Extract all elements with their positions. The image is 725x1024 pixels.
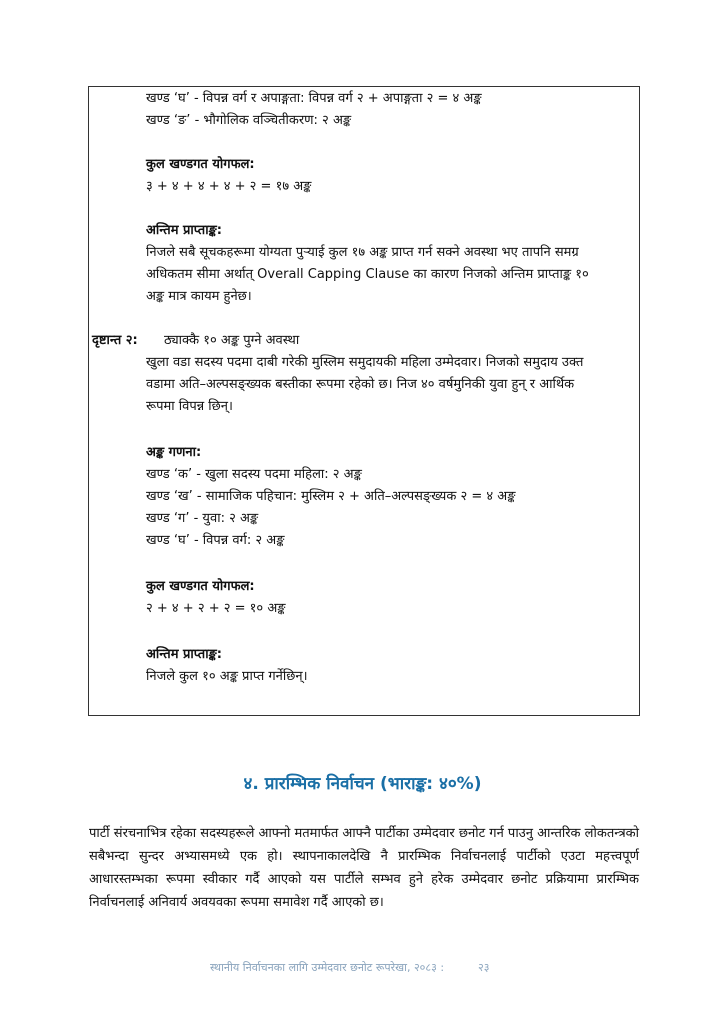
page-footer	[210, 960, 490, 975]
example-description-line: खुला वडा सदस्य पदमा दाबी गरेकी मुस्लिम समुदायकी महिला उम्मेदवार। निजको समुदाय उक्त	[146, 355, 584, 370]
section-title: ४. प्रारम्भिक निर्वाचन (भाराङ्क: ४०%)	[243, 774, 482, 794]
final-score-text-line: अङ्क मात्र कायम हुनेछ।	[146, 289, 252, 304]
example-title: ठ्याक्कै १० अङ्क पुग्ने अवस्था	[164, 333, 300, 348]
criterion-nga-line: खण्ड ‘ङ’ - भौगोलिक वञ्चितीकरण: २ अङ्क	[146, 113, 352, 128]
final-score-heading: अन्तिम प्राप्ताङ्क:	[146, 223, 222, 238]
calc-heading: अङ्क गणना:	[146, 445, 202, 460]
example-label: दृष्टान्त २:	[92, 333, 138, 348]
example-description-line: रूपमा विपन्न छिन्।	[146, 399, 233, 414]
final-score-text-line: अधिकतम सीमा अर्थात् Overall Capping Clause का कारण निजको अन्तिम प्राप्ताङ्क १०	[146, 267, 589, 282]
total-heading: कुल खण्डगत योगफल:	[146, 157, 255, 172]
calc-line: खण्ड ‘क’ - खुला सदस्य पदमा महिला: २ अङ्क	[146, 467, 362, 482]
page-number: २३	[478, 961, 490, 974]
calc-line: खण्ड ‘घ’ - विपन्न वर्ग: २ अङ्क	[146, 533, 285, 548]
criterion-gha-line: खण्ड ‘घ’ - विपन्न वर्ग र अपाङ्गता: विपन्न वर्ग २ + अपाङ्गता २ = ४ अङ्क	[146, 91, 482, 106]
footer-title: स्थानीय निर्वाचनका लागि उम्मेदवार छनोट रूपरेखा, २०८३ :	[210, 961, 445, 974]
final-score-text: निजले कुल १० अङ्क प्राप्त गर्नेछिन्।	[146, 669, 308, 684]
total-sum: ३ + ४ + ४ + ४ + २ = १७ अङ्क	[146, 179, 312, 194]
final-score-heading: अन्तिम प्राप्ताङ्क:	[146, 647, 222, 662]
calc-line: खण्ड ‘ग’ - युवा: २ अङ्क	[146, 511, 259, 526]
section-paragraph: पार्टी संरचनाभित्र रहेका सदस्यहरूले आफ्नो मतमार्फत आफ्नै पार्टीका उम्मेदवार छनोट गर्न पाउनु आन्तरिक लोकतन्त्रको सबैभन्दा सुन्दर अभ्यासमध्ये एक हो। स्थापनाकालदेखि नै प्रारम्भिक निर्वाचनलाई पार्टीको एउटा महत्त्वपूर्ण आधारस्तम्भका रूपमा स्वीकार गर्दै आएको यस पार्टीले सम्भव हुने हरेक उम्मेदवार छनोट प्रक्रियामा प्रारम्भिक निर्वाचनलाई अनिवार्य अवयवका रूपमा समावेश गर्दै आएको छ।	[89, 826, 639, 910]
calc-line: खण्ड ‘ख’ - सामाजिक पहिचान: मुस्लिम २ + अति–अल्पसङ्ख्यक २ = ४ अङ्क	[146, 489, 516, 504]
total-sum: २ + ४ + २ + २ = १० अङ्क	[146, 601, 286, 616]
example-description-line: वडामा अति–अल्पसङ्ख्यक बस्तीका रूपमा रहेको छ। निज ४० वर्षमुनिकी युवा हुन् र आर्थिक	[146, 377, 575, 392]
final-score-text-line: निजले सबै सूचकहरूमा योग्यता पुर्‍याई कुल १७ अङ्क प्राप्त गर्न सक्ने अवस्था भए तापनि समग्र	[146, 245, 579, 260]
total-heading: कुल खण्डगत योगफल:	[146, 579, 255, 594]
